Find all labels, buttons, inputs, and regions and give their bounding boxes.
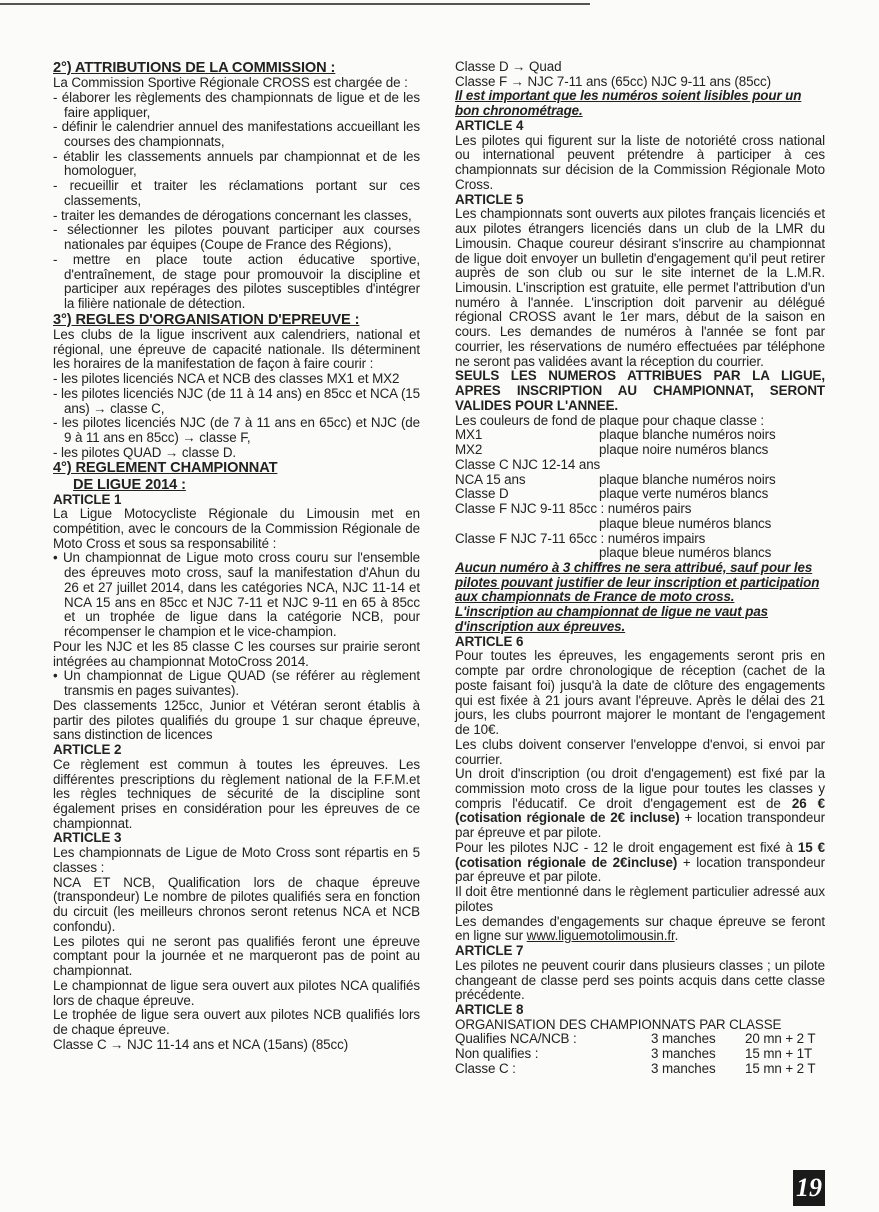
section-3-title: 3°) REGLES D'ORGANISATION D'EPREUVE : xyxy=(53,311,360,328)
three-digit-note: Aucun numéro à 3 chiffres ne sera attribué, sauf pour les pilotes pouvant justifier de leur inscription et participation aux championnats de France de moto cross. xyxy=(455,559,820,605)
article-6-paragraph-6 xyxy=(455,915,825,944)
list-item: - traiter les demandes de dérogations concernant les classes, xyxy=(53,207,412,223)
important-note: Il est important que les numéros soient lisibles pour un bon chronométrage. xyxy=(455,88,802,119)
manches-class: Classe C : xyxy=(455,1060,516,1076)
section-4-title-line-2: DE LIGUE 2014 : xyxy=(73,476,186,493)
website-link[interactable]: www.liguemotolimousin.fr xyxy=(526,928,675,944)
plate-class: Classe C NJC 12-14 ans xyxy=(455,456,601,472)
plate-class-f-even-desc: plaque bleue numéros blancs xyxy=(599,515,772,531)
article-3-paragraph-3: Les pilotes qui ne seront pas qualifiés feront une épreuve comptant pour la journée et ne marqueront pas de point au championnat. xyxy=(53,933,420,979)
article-6-paragraph-1: Pour toutes les épreuves, les engagements seront pris en compte par ordre chronologique de réception (cachet de la poste faisant foi) jusqu'à la date de clôture des engagements qui est fixée à 21 jours avant l'épreuve. Après le délai des 21 jours, les clubs pourront majorer le montant de l'engagement de 10€. xyxy=(455,648,825,738)
manches-count: 3 manches xyxy=(651,1060,716,1076)
manches-time: 15 mn + 2 T xyxy=(745,1060,816,1076)
article-6-paragraph-5: Il doit être mentionné dans le règlement particulier adressé aux pilotes xyxy=(455,884,825,914)
manches-count: 3 manches xyxy=(651,1031,716,1047)
class-f-line: Classe F → NJC 7-11 ans (65cc) NJC 9-11 ans (85cc) xyxy=(455,73,771,89)
article-5-paragraph: Les championnats sont ouverts aux pilotes français licenciés et aux pilotes étrangers licenciés dans un club de la LMR du Limousin. Chaque coureur désirant s'inscrire au championnat de ligue doit envoyer un bulletin d'engagement qu'il peut retirer auprès de son club ou sur le site internet de la L.M.R. Limousin. L'inscription est gratuite, elle permet l'attribution d'un numéro à l'année. L'inscription doit parvenir au délégué régional CROSS avant le 1er mars, début de la saison en cours. Les demandes de numéros à l'année se font par courrier, les réservations de numéro effectuées par téléphone ne seront pas validées avant la réception du courrier. xyxy=(455,206,825,369)
plate-class: MX1 xyxy=(455,427,483,443)
article-3-paragraph-6: Classe C → NJC 11-14 ans et NCA (15ans) (85cc) xyxy=(53,1036,349,1052)
article-1-paragraph-2: Pour les NJC et les 85 classe C les courses sur prairie seront intégrées au championnat MotoCross 2014. xyxy=(53,638,420,669)
plate-desc: plaque verte numéros blancs xyxy=(599,486,769,502)
article-7-paragraph: Les pilotes ne peuvent courir dans plusieurs classes ; un pilote changeant de classe perd ses points acquis dans cette classe précédente. xyxy=(455,957,825,1003)
section-2-intro: La Commission Sportive Régionale CROSS est chargée de : xyxy=(53,75,408,91)
inscription-note: L'inscription au championnat de ligue ne vaut pas d'inscription aux épreuves. xyxy=(455,604,769,634)
plate-class-f-odd-desc: plaque bleue numéros blancs xyxy=(599,545,772,561)
article-3-paragraph-5: Le trophée de ligue sera ouvert aux pilotes NCB qualifiés lors de chaque épreuve. xyxy=(53,1007,420,1037)
section-2-title: 2°) ATTRIBUTIONS DE LA COMMISSION : xyxy=(53,60,336,76)
list-item: • Un championnat de Ligue QUAD (se référer au règlement transmis en pages suivantes). xyxy=(53,668,420,699)
article-1-bullets xyxy=(53,551,420,639)
article-1-bullets-2 xyxy=(53,669,420,698)
plate-class-f-odd: Classe F NJC 7-11 65cc : numéros impairs xyxy=(455,530,706,546)
list-item: - mettre en place toute action éducative sportive, d'entraînement, de stage pour promouvoir la discipline et participer aux repérages des pilotes susceptibles d'intégrer la filière nationale de détection. xyxy=(53,251,420,312)
plate-row xyxy=(455,428,825,443)
section-4-title: 4°) REGLEMENT CHAMPIONNAT xyxy=(53,460,278,477)
manches-time: 20 mn + 2 T xyxy=(745,1031,816,1047)
right-column xyxy=(455,60,825,1077)
list-item: - définir le calendrier annuel des manifestations accueillant les courses des championnats, xyxy=(53,119,420,149)
article-8-title: ARTICLE 8 xyxy=(455,1002,524,1017)
text-run: . xyxy=(674,928,679,944)
article-4-title: ARTICLE 4 xyxy=(455,117,524,133)
article-6-title: ARTICLE 6 xyxy=(455,633,524,649)
article-6-paragraph-3 xyxy=(455,767,825,841)
article-8-heading: ORGANISATION DES CHAMPIONNATS PAR CLASSE xyxy=(455,1016,782,1032)
manches-count: 3 manches xyxy=(651,1046,716,1062)
plate-row xyxy=(455,458,825,473)
article-4-paragraph: Les pilotes qui figurent sur la liste de notoriété cross national ou international peuvent prétendre à participer à ces championnats sur décision de la Commission Régionale Moto Cross. xyxy=(455,132,825,192)
plate-row xyxy=(455,473,825,488)
fee-amount-njc: 15 €(cotisation régionale de 2€incluse) xyxy=(455,839,825,870)
list-item: - les pilotes licenciés NJC (de 11 à 14 ans) en 85cc et NCA (15 ans) → classe C, xyxy=(53,385,420,416)
plate-desc: plaque noire numéros blancs xyxy=(599,442,769,458)
plate-colors-intro: Les couleurs de fond de plaque pour chaque classe : xyxy=(455,412,765,428)
article-6-paragraph-2: Les clubs doivent conserver l'enveloppe d'envoi, si envoi par courrier. xyxy=(455,736,825,767)
section-2-list xyxy=(53,91,420,312)
text-run: Un droit d'inscription (ou droit d'engagement) est fixé par la commission moto cross de la ligue pour toutes les classes y compris l'éducatif. Ce droit d'engagement est de xyxy=(455,766,825,811)
article-5-caps-notice: SEULS LES NUMEROS ATTRIBUES PAR LA LIGUE, APRES INSCRIPTION AU CHAMPIONNAT, SERONT VALIDES POUR L'ANNEE. xyxy=(455,368,825,413)
article-2-paragraph: Ce règlement est commun à toutes les épreuves. Les différentes prescriptions du règlement national de la F.F.M.et les règles techniques de sécurité de la discipline sont également prises en considération pour les épreuves de ce championnat. xyxy=(53,756,420,831)
list-item: - élaborer les règlements des championnats de ligue et de les faire appliquer, xyxy=(53,89,420,120)
article-5-title: ARTICLE 5 xyxy=(455,191,524,207)
top-rule xyxy=(0,3,590,5)
manches-class: Non qualifies : xyxy=(455,1046,539,1062)
section-3-list xyxy=(53,372,420,460)
plate-class: NCA 15 ans xyxy=(455,471,526,487)
plate-class-f-even: Classe F NJC 9-11 85cc : numéros pairs xyxy=(455,501,692,517)
page-number: 19 xyxy=(793,1170,825,1206)
plate-row xyxy=(455,443,825,458)
plate-desc: plaque blanche numéros noirs xyxy=(599,471,776,487)
manches-row xyxy=(455,1047,825,1062)
list-item: • Un championnat de Ligue moto cross couru sur l'ensemble des épreuves moto cross, sauf la manifestation d'Ahun du 26 et 27 juillet 2014, dans les catégories NCA, NJC 11-14 et NCA 15 ans en 85cc et NJC 7-11 et NJC 9-11 en 65 à 85cc et un trophée de ligue dans la catégorie NCB, pour récompenser le champion et le vice-champion. xyxy=(53,550,420,640)
manches-row xyxy=(455,1062,825,1077)
fee-amount: 26 €(cotisation régionale de 2€ incluse) xyxy=(455,795,825,826)
manches-class: Qualifies NCA/NCB : xyxy=(455,1031,577,1047)
list-item: - sélectionner les pilotes pouvant participer aux courses nationales par équipes (Coupe de France des Régions), xyxy=(53,222,420,253)
text-run: + location transpondeur par épreuve et par pilote. xyxy=(455,810,825,841)
article-1-paragraph-3: Des classements 125cc, Junior et Vétéran seront établis à partir des pilotes qualifiés du groupe 1 sur chaque épreuve, sans distinction de licences xyxy=(53,697,420,743)
manches-row xyxy=(455,1032,825,1047)
plate-class: Classe D xyxy=(455,486,509,502)
article-6-paragraph-4 xyxy=(455,841,825,885)
plate-row xyxy=(455,487,825,502)
article-3-paragraph-2: NCA ET NCB, Qualification lors de chaque épreuve (transpondeur) Le nombre de pilotes qualifiés sera en fonction du circuit (les meilleurs chronos seront retenus NCA et NCB confondu). xyxy=(53,874,420,934)
left-column xyxy=(53,60,420,1052)
list-item: - recueillir et traiter les réclamations portant sur ces classements, xyxy=(53,178,420,208)
article-1-intro: La Ligue Motocycliste Régionale du Limousin met en compétition, avec le concours de la Commission Régionale de Moto Cross et sous sa responsabilité : xyxy=(53,506,420,551)
article-2-title: ARTICLE 2 xyxy=(53,742,122,758)
text-run: + location transpondeur par épreuve et par pilote. xyxy=(455,854,825,885)
text-run: Pour les pilotes NJC - 12 le droit engagement est fixé à xyxy=(455,839,798,855)
article-3-paragraph-4: Le championnat de ligue sera ouvert aux pilotes NCA qualifiés lors de chaque épreuve. xyxy=(53,977,420,1008)
list-item: - les pilotes licenciés NCA et NCB des classes MX1 et MX2 xyxy=(53,371,400,387)
text-run: Les demandes d'engagements sur chaque épreuve se feront en ligne sur xyxy=(455,913,825,944)
article-3-paragraph-1: Les championnats de Ligue de Moto Cross sont répartis en 5 classes : xyxy=(53,845,420,875)
manches-time: 15 mn + 1T xyxy=(745,1046,813,1062)
list-item: - les pilotes QUAD → classe D. xyxy=(53,444,237,460)
article-7-title: ARTICLE 7 xyxy=(455,943,524,959)
class-d-line: Classe D → Quad xyxy=(455,59,562,74)
list-item: - les pilotes licenciés NJC (de 7 à 11 ans en 65cc) et NJC (de 9 à 11 ans en 85cc) → classe F, xyxy=(53,415,420,445)
list-item: - établir les classements annuels par championnat et de les homologuer, xyxy=(53,148,420,179)
section-3-intro: Les clubs de la ligue inscrivent aux calendriers, national et régional, une épreuve de capacité nationale. Ils déterminent les horaires de la manifestation de façon à faire courir : xyxy=(53,326,420,372)
plate-class: MX2 xyxy=(455,442,483,458)
plate-desc: plaque blanche numéros noirs xyxy=(599,427,776,443)
article-1-title: ARTICLE 1 xyxy=(53,491,122,507)
article-3-title: ARTICLE 3 xyxy=(53,830,122,846)
